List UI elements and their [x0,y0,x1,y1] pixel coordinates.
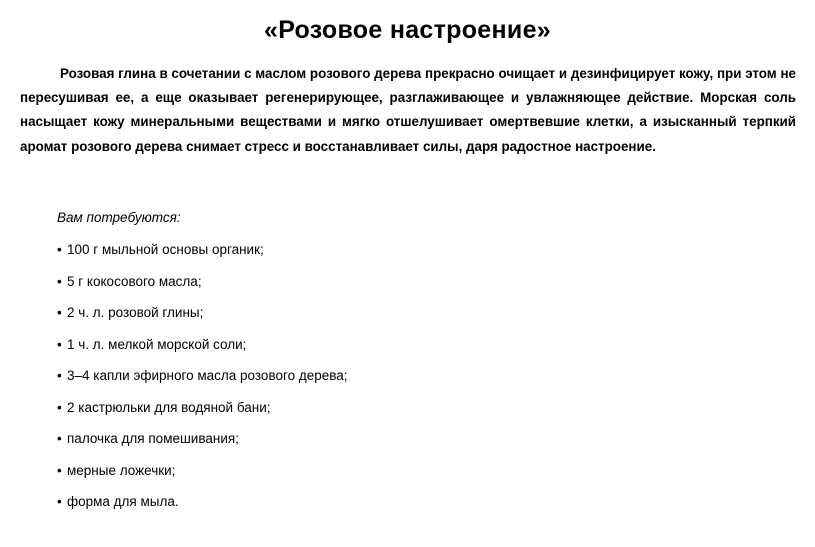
list-item-text: 1 ч. л. мелкой морской соли; [67,336,247,352]
bullet-icon: • [57,273,62,289]
list-item [57,303,348,335]
list-item-text: 100 г мыльной основы органик; [67,242,264,257]
bullet-icon: • [57,305,62,320]
bullet-icon: • [57,336,62,352]
list-item [57,366,348,398]
list-item-text: форма для мыла. [67,494,179,509]
list-item [57,398,348,430]
bullet-icon: • [57,462,62,478]
list-item [57,461,348,493]
list-item-text: 2 ч. л. розовой глины; [67,305,204,320]
bullet-icon: • [57,242,62,257]
list-item [57,492,348,524]
bullet-icon: • [57,399,62,415]
list-item [57,272,348,304]
recipe-title: «Розовое настроение» [263,16,551,44]
list-item [57,429,348,461]
list-item [57,240,348,272]
ingredients-list [57,240,348,524]
list-item-text: мерные ложечки; [67,462,176,478]
list-item-text: палочка для помешивания; [67,431,239,446]
intro-paragraph: Розовая глина в сочетании с маслом розового дерева прекрасно очищает и дезинфицирует кожу, при этом не пересушивая ее, а еще оказывает регенерирующее, разглаживающее и увлажняющее действие. Морская соль насыщает кожу минеральными веществами и мягко отшелушивает омертвевшие клетки, а изысканный терпкий аромат розового дерева снимает стресс и восстанавливает силы, даря радостное настроение. [20,66,796,154]
list-item-text: 2 кастрюльки для водяной бани; [67,399,271,415]
bullet-icon: • [57,368,62,383]
ingredients-heading: Вам потребуются: [57,210,181,225]
list-item-text: 3–4 капли эфирного масла розового дерева; [67,368,348,383]
list-item-text: 5 г кокосового масла; [67,273,202,289]
list-item [57,335,348,367]
bullet-icon: • [57,494,62,509]
bullet-icon: • [57,431,62,446]
